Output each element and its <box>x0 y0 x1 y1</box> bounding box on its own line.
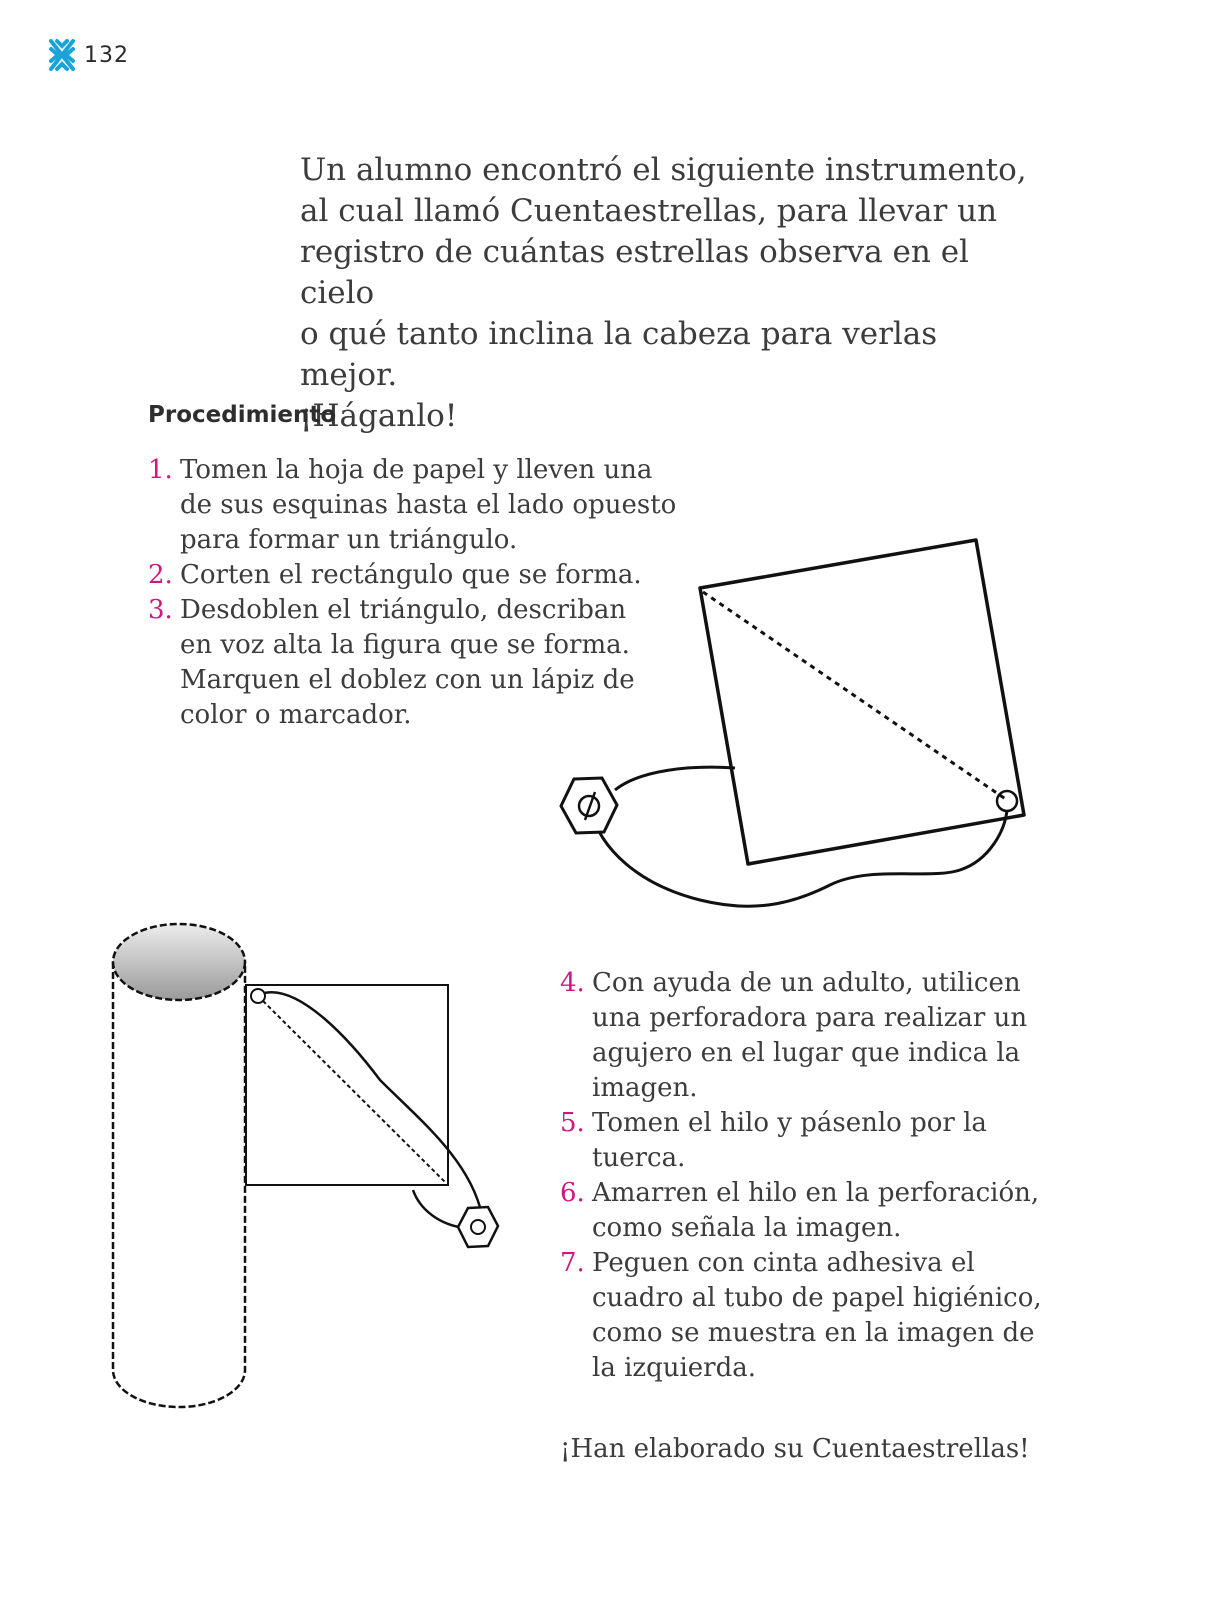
nut-icon <box>458 1207 498 1247</box>
step-line: Desdoblen el triángulo, describan <box>180 595 627 625</box>
step-number: 5. <box>560 1108 585 1138</box>
step-line: color o marcador. <box>180 700 412 730</box>
page-number: 132 <box>84 42 129 68</box>
intro-line: al cual llamó Cuentaestrellas, para llevar un <box>300 193 998 229</box>
step-line: Marquen el doblez con un lápiz de <box>180 665 635 695</box>
step-line: la izquierda. <box>592 1353 757 1383</box>
step-line: Corten el rectángulo que se forma. <box>180 560 642 590</box>
intro-line: Un alumno encontró el siguiente instrumento, <box>300 152 1027 188</box>
step-line: como señala la imagen. <box>592 1213 902 1243</box>
intro-paragraph <box>300 150 1040 437</box>
hole <box>251 989 265 1003</box>
step-number: 3. <box>148 595 173 625</box>
step-line: Tomen la hoja de papel y lleven una <box>180 455 653 485</box>
intro-line: o qué tanto inclina la cabeza para verlas mejor. <box>300 316 938 393</box>
tube-top <box>113 924 245 1000</box>
step-item <box>560 966 1080 1106</box>
step-number: 7. <box>560 1248 585 1278</box>
step-line: imagen. <box>592 1073 698 1103</box>
step-line: una perforadora para realizar un <box>592 1003 1028 1033</box>
square-paper-illustration <box>550 530 1040 920</box>
steps-list-b <box>560 966 1080 1386</box>
step-line: tuerca. <box>592 1143 686 1173</box>
step-line: como se muestra en la imagen de <box>592 1318 1035 1348</box>
step-line: Amarren el hilo en la perforación, <box>592 1178 1040 1208</box>
step-line: Peguen con cinta adhesiva el <box>592 1248 975 1278</box>
section-title: Procedimiento <box>148 402 337 428</box>
step-item <box>560 1176 1080 1246</box>
step-line: agujero en el lugar que indica la <box>592 1038 1021 1068</box>
book-logo-icon <box>48 38 76 72</box>
intro-line: ¡Háganlo! <box>300 398 458 434</box>
step-line: cuadro al tubo de papel higiénico, <box>592 1283 1042 1313</box>
step-line: en voz alta la figura que se forma. <box>180 630 630 660</box>
step-number: 1. <box>148 455 173 485</box>
tube-illustration <box>100 915 510 1415</box>
step-item <box>560 1246 1080 1386</box>
tube-body <box>113 962 245 1407</box>
closing-text: ¡Han elaborado su Cuentaestrellas! <box>560 1434 1030 1464</box>
step-number: 2. <box>148 560 173 590</box>
string <box>615 767 735 790</box>
page-header <box>48 38 129 72</box>
step-number: 4. <box>560 968 585 998</box>
intro-line: registro de cuántas estrellas observa en el cielo <box>300 234 969 311</box>
string <box>413 1190 465 1228</box>
step-line: Con ayuda de un adulto, utilicen <box>592 968 1021 998</box>
step-line: Tomen el hilo y pásenlo por la <box>592 1108 987 1138</box>
step-item <box>560 1106 1080 1176</box>
step-line: para formar un triángulo. <box>180 525 518 555</box>
step-line: de sus esquinas hasta el lado opuesto <box>180 490 677 520</box>
step-number: 6. <box>560 1178 585 1208</box>
